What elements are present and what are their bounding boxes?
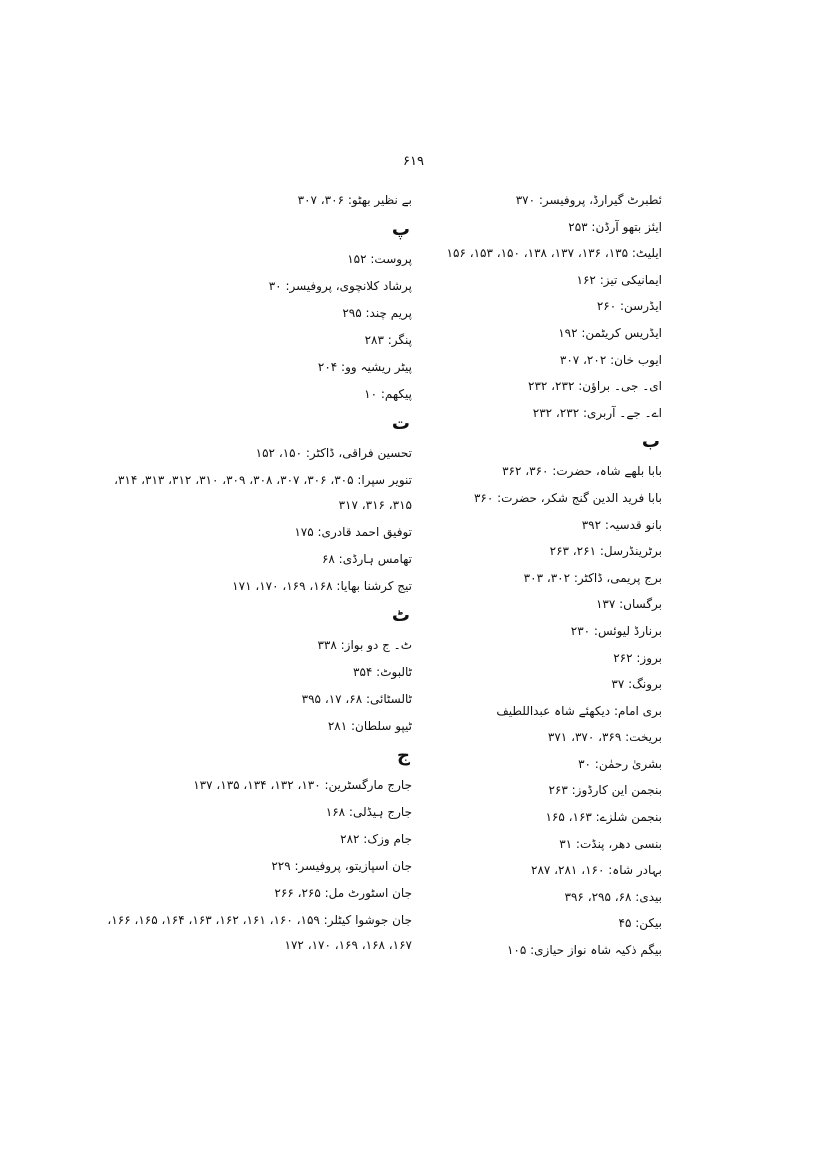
index-entry: جان اسپازیتو، پروفیسر: ۲۲۹ — [271, 859, 412, 873]
index-entry: پنگر: ۲۸۳ — [364, 333, 412, 347]
index-entry: ٹ۔ ج دو بواز: ۳۳۸ — [317, 638, 412, 652]
index-entry: توفیق احمد قادری: ۱۷۵ — [294, 525, 412, 539]
index-entry: بری امام: دیکھئے شاہ عبداللطیف — [496, 703, 662, 718]
section-letter-heading: ت — [391, 413, 410, 434]
index-entry: بیکن: ۴۵ — [618, 916, 662, 931]
index-entry: ایوب خان: ۲۰۲، ۳۰۷ — [559, 352, 662, 367]
index-entry: بنجمن شلزے: ۱۶۳، ۱۶۵ — [545, 810, 662, 825]
index-entry: بنجمن این کارڈوز: ۲۶۳ — [548, 783, 662, 798]
index-entry: ٹالبوٹ: ۳۵۴ — [353, 665, 412, 679]
index-entry: پرشاد کلانچوی، پروفیسر: ۳۰ — [268, 279, 412, 293]
index-entry: بانو قدسیہ: ۳۹۲ — [581, 517, 662, 532]
section-letter-heading: ٹ — [391, 605, 410, 626]
index-entry-continuation: ۱۶۷، ۱۶۸، ۱۶۹، ۱۷۰، ۱۷۲ — [284, 938, 412, 952]
index-entry: برونگ: ۳۷ — [611, 677, 662, 692]
section-letter-heading: پ — [391, 219, 410, 240]
index-entry: ٹیپو سلطان: ۲۸۱ — [327, 719, 412, 733]
index-entry: ایئز بتھو آرڈن: ۲۵۳ — [568, 219, 662, 234]
index-entry: بہادر شاہ: ۱۶۰، ۲۸۱، ۲۸۷ — [531, 863, 662, 878]
index-entry: تیج کرشنا بھایا: ۱۶۸، ۱۶۹، ۱۷۰، ۱۷۱ — [232, 579, 412, 593]
index-column-left — [107, 192, 412, 964]
section-letter-heading: ب — [641, 431, 660, 453]
index-entry: جان جوشوا کیٹلر: ۱۵۹، ۱۶۰، ۱۶۱، ۱۶۲، ۱۶۳، ۱۶۴، ۱۶۵، ۱۶۶، — [107, 913, 412, 927]
index-entry: ای۔ جی۔ براؤن: ۲۳۲، ۲۳۲ — [528, 379, 662, 394]
index-entry: بریخت: ۳۶۹، ۳۷۰، ۳۷۱ — [547, 730, 662, 745]
index-entry: ایلیٹ: ۱۳۵، ۱۳۶، ۱۳۷، ۱۳۸، ۱۵۰، ۱۵۳، ۱۵۶ — [446, 246, 662, 261]
index-entry: جان اسٹورٹ مل: ۲۶۵، ۲۶۶ — [274, 886, 412, 900]
index-entry: بے نظیر بھٹو: ۳۰۶، ۳۰۷ — [297, 193, 412, 207]
index-entry: برٹرینڈرسل: ۲۶۱، ۲۶۳ — [549, 544, 662, 559]
index-entry: پریم چند: ۲۹۵ — [342, 306, 412, 320]
index-entry: جام وزک: ۲۸۲ — [340, 832, 412, 846]
page-number: ۶۱۹ — [403, 154, 424, 169]
index-entry: ئطبرٹ گیرارڈ، پروفیسر: ۳۷۰ — [515, 193, 662, 207]
index-entry: بابا بلھے شاہ، حضرت: ۳۶۰، ۳۶۲ — [502, 464, 662, 479]
index-entry: بروز: ۲۶۲ — [613, 650, 662, 665]
index-entry: جارج مارگسٹرین: ۱۳۰، ۱۳۲، ۱۳۴، ۱۳۵، ۱۳۷ — [193, 778, 412, 792]
index-entry: ٹالسٹائی: ۶۸، ۱۷، ۳۹۵ — [301, 692, 412, 706]
index-entry: اے۔ جے۔ آربری: ۲۳۲، ۲۳۲ — [532, 405, 662, 420]
index-entry: تھامس ہارڈی: ۶۸ — [321, 552, 412, 566]
index-entry: بیگم ذکیہ شاہ نواز حیازی: ۱۰۵ — [506, 943, 662, 958]
index-entry-continuation: ۳۱۵، ۳۱۶، ۳۱۷ — [338, 498, 412, 512]
index-entry: برج پریمی، ڈاکٹر: ۳۰۲، ۳۰۳ — [523, 570, 662, 585]
index-entry: بیدی: ۶۸، ۲۹۵، ۳۹۶ — [564, 889, 662, 904]
index-entry: تنویر سپرا: ۳۰۵، ۳۰۶، ۳۰۷، ۳۰۸، ۳۰۹، ۳۱۰، ۳۱۲، ۳۱۳، ۳۱۴، — [114, 473, 412, 487]
index-entry: ایڈریس کریٹمن: ۱۹۲ — [558, 325, 662, 340]
index-entry: بابا فرید الدین گنج شکر، حضرت: ۳۶۰ — [473, 490, 662, 505]
index-entry: ایمانیکی تیز: ۱۶۲ — [576, 272, 662, 287]
index-entry: بشریٰ رحمٰن: ۳۰ — [578, 756, 662, 771]
section-letter-heading: ج — [397, 745, 410, 766]
index-entry: پروست: ۱۵۲ — [347, 252, 412, 266]
index-entry: پیٹر ریشیہ وو: ۲۰۴ — [317, 360, 412, 374]
index-column-right — [446, 192, 662, 969]
index-entry: پیکھم: ۱۰ — [364, 387, 412, 401]
index-entry: بنسی دھر، پنڈت: ۳۱ — [559, 836, 662, 851]
index-entry: تحسین فراقی، ڈاکٹر: ۱۵۰، ۱۵۲ — [255, 446, 412, 460]
index-entry: ایڈرسن: ۲۶۰ — [596, 299, 662, 314]
index-entry: برگساں: ۱۳۷ — [595, 597, 662, 612]
index-entry: برنارڈ لیوئس: ۲۳۰ — [570, 623, 662, 638]
index-entry: جارج ہیڈلی: ۱۶۸ — [325, 805, 412, 819]
